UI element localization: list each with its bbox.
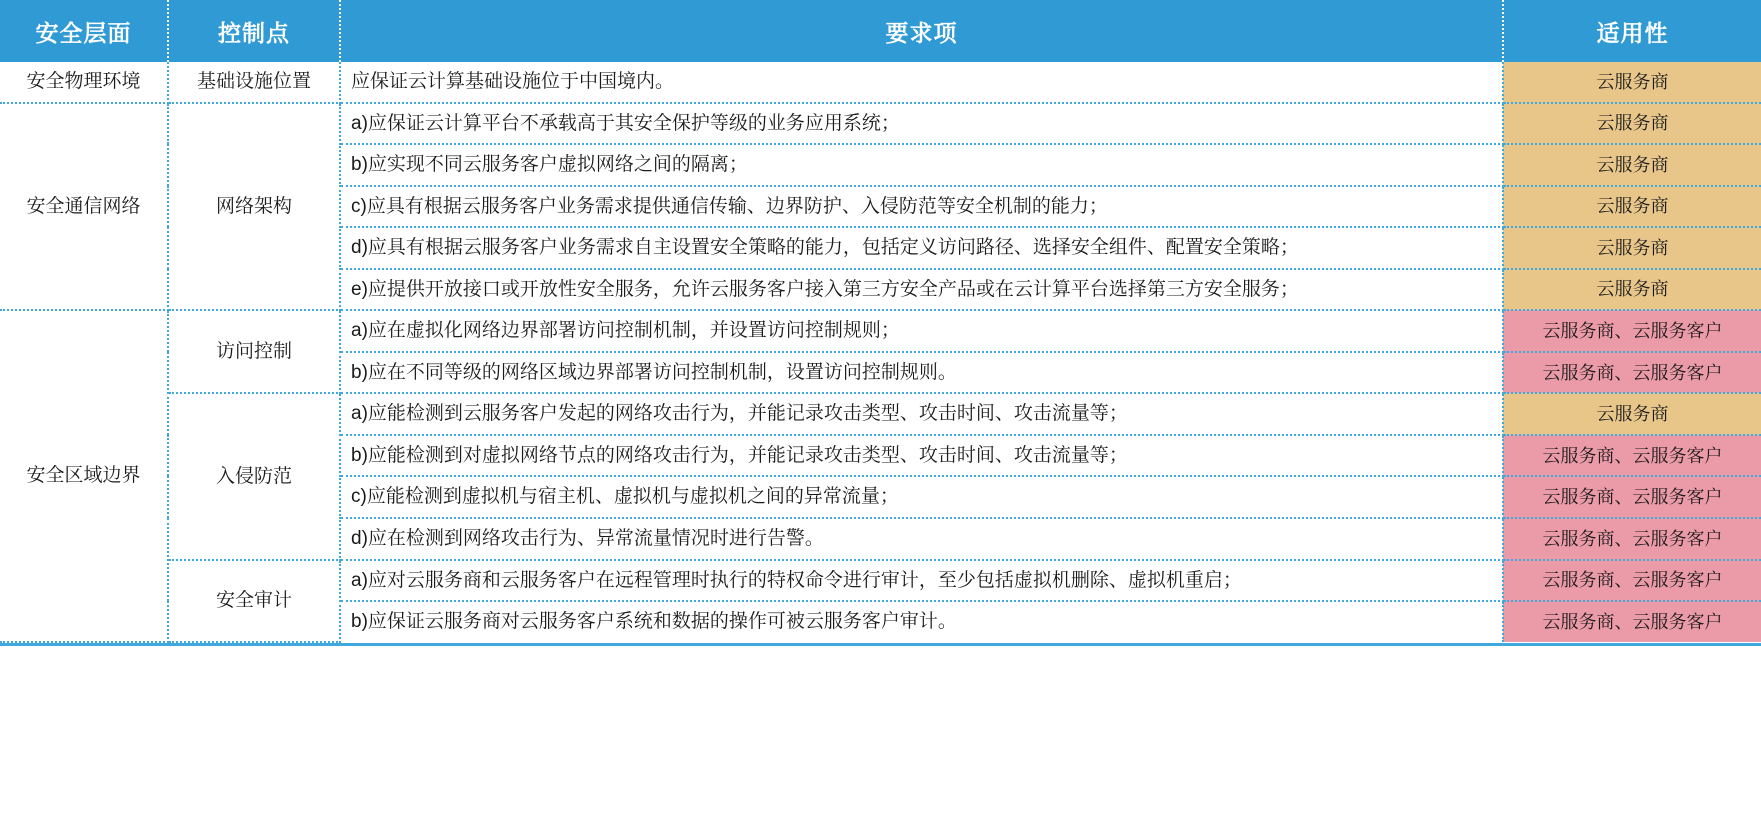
cell-point: 基础设施位置 xyxy=(168,62,340,103)
cell-applicability: 云服务商、云服务客户 xyxy=(1503,601,1761,642)
table-row xyxy=(0,560,1761,602)
cell-requirement: a)应对云服务商和云服务客户在远程管理时执行的特权命令进行审计，至少包括虚拟机删除、虚拟机重启； xyxy=(340,560,1503,602)
cell-requirement: b)应保证云服务商对云服务客户系统和数据的操作可被云服务客户审计。 xyxy=(340,601,1503,642)
header-cell-point: 控制点 xyxy=(168,0,340,62)
cell-layer: 安全物理环境 xyxy=(0,62,168,103)
cell-applicability: 云服务商 xyxy=(1503,227,1761,269)
header-cell-applicability: 适用性 xyxy=(1503,0,1761,62)
cell-applicability: 云服务商、云服务客户 xyxy=(1503,560,1761,602)
table-header xyxy=(0,0,1761,62)
cell-applicability: 云服务商、云服务客户 xyxy=(1503,476,1761,518)
cell-requirement: d)应具有根据云服务客户业务需求自主设置安全策略的能力，包括定义访问路径、选择安全组件、配置安全策略； xyxy=(340,227,1503,269)
cell-point: 入侵防范 xyxy=(168,393,340,559)
cell-requirement: a)应保证云计算平台不承载高于其安全保护等级的业务应用系统； xyxy=(340,103,1503,145)
cell-applicability: 云服务商 xyxy=(1503,144,1761,186)
cell-layer: 安全通信网络 xyxy=(0,103,168,311)
cell-requirement: c)应具有根据云服务客户业务需求提供通信传输、边界防护、入侵防范等安全机制的能力； xyxy=(340,186,1503,228)
table-row xyxy=(0,62,1761,103)
cell-point: 访问控制 xyxy=(168,310,340,393)
cell-applicability: 云服务商、云服务客户 xyxy=(1503,310,1761,352)
cell-applicability: 云服务商 xyxy=(1503,393,1761,435)
cell-applicability: 云服务商、云服务客户 xyxy=(1503,352,1761,394)
table-row xyxy=(0,393,1761,435)
table-row xyxy=(0,103,1761,145)
header-row xyxy=(0,0,1761,62)
cell-requirement: b)应能检测到对虚拟网络节点的网络攻击行为，并能记录攻击类型、攻击时间、攻击流量等； xyxy=(340,435,1503,477)
header-cell-layer: 安全层面 xyxy=(0,0,168,62)
cell-applicability: 云服务商 xyxy=(1503,186,1761,228)
cell-requirement: 应保证云计算基础设施位于中国境内。 xyxy=(340,62,1503,103)
cell-applicability: 云服务商 xyxy=(1503,269,1761,311)
header-cell-requirement: 要求项 xyxy=(340,0,1503,62)
table-row xyxy=(0,310,1761,352)
cell-point: 网络架构 xyxy=(168,103,340,311)
cell-requirement: a)应能检测到云服务客户发起的网络攻击行为，并能记录攻击类型、攻击时间、攻击流量等； xyxy=(340,393,1503,435)
cell-requirement: b)应实现不同云服务客户虚拟网络之间的隔离； xyxy=(340,144,1503,186)
cell-point: 安全审计 xyxy=(168,560,340,642)
table-body xyxy=(0,62,1761,642)
cell-applicability: 云服务商 xyxy=(1503,62,1761,103)
cell-requirement: e)应提供开放接口或开放性安全服务，允许云服务客户接入第三方安全产品或在云计算平台选择第三方安全服务； xyxy=(340,269,1503,311)
cell-requirement: d)应在检测到网络攻击行为、异常流量情况时进行告警。 xyxy=(340,518,1503,560)
table-bottom-rule xyxy=(0,643,1761,646)
cell-applicability: 云服务商 xyxy=(1503,103,1761,145)
cell-requirement: b)应在不同等级的网络区域边界部署访问控制机制，设置访问控制规则。 xyxy=(340,352,1503,394)
cell-applicability: 云服务商、云服务客户 xyxy=(1503,518,1761,560)
cell-applicability: 云服务商、云服务客户 xyxy=(1503,435,1761,477)
cell-requirement: c)应能检测到虚拟机与宿主机、虚拟机与虚拟机之间的异常流量； xyxy=(340,476,1503,518)
cell-layer: 安全区域边界 xyxy=(0,310,168,641)
cell-requirement: a)应在虚拟化网络边界部署访问控制机制，并设置访问控制规则； xyxy=(340,310,1503,352)
